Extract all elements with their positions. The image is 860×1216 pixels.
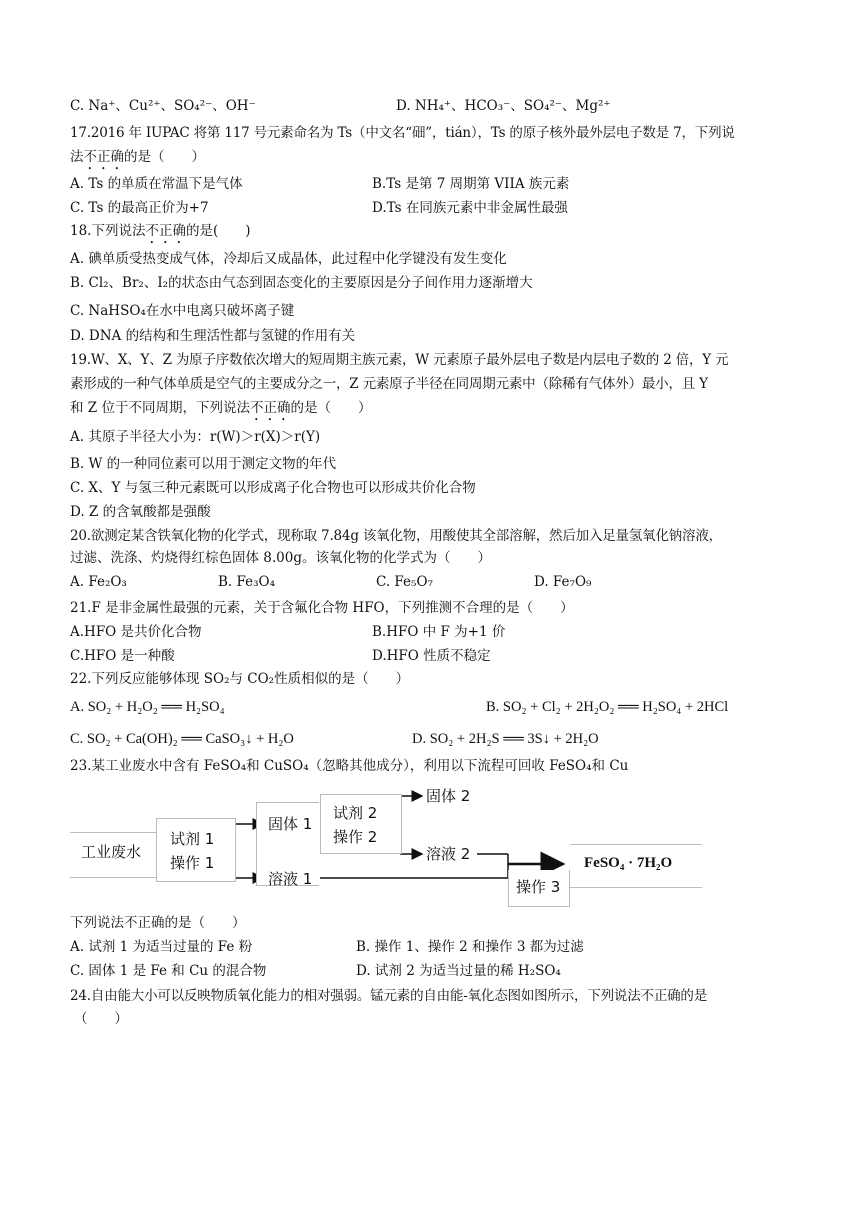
q17-option-b: B.Ts 是第 7 周期第 VIIA 族元素 xyxy=(372,176,570,192)
q23-option-a: A. 试剂 1 为适当过量的 Fe 粉 xyxy=(70,939,253,955)
q23-option-c: C. 固体 1 是 Fe 和 Cu 的混合物 xyxy=(70,963,267,979)
op1-label: 操作 1 xyxy=(170,854,215,872)
q18-stem: 18.下列说法不正确的是( ) xyxy=(70,223,251,239)
q18-option-a: A. 碘单质受热变成气体，冷却后又成晶体，此过程中化学键没有发生变化 xyxy=(70,251,507,267)
solution1-label: 溶液 1 xyxy=(268,870,313,888)
q24-stem-line2: （ ） xyxy=(74,1011,128,1027)
option-d: D. NH₄⁺、HCO₃⁻、SO₄²⁻、Mg²⁺ xyxy=(396,98,611,114)
q19-option-c: C. X、Y 与氢三种元素既可以形成离子化合物也可以形成共价化合物 xyxy=(70,480,476,496)
q21-option-a: A.HFO 是共价化合物 xyxy=(70,624,202,640)
q18-option-c: C. NaHSO₄在水中电离只破坏离子键 xyxy=(70,303,295,319)
q19-option-a: A. 其原子半径大小为：r(W)＞r(X)＞r(Y) xyxy=(70,429,321,445)
q22-option-a: A. SO₂ + H₂O₂ ══ H₂SO₄ xyxy=(70,699,225,715)
product-label: FeSO₄ · 7H₂O xyxy=(584,855,673,871)
step1-box xyxy=(156,818,236,882)
q21-option-b: B.HFO 中 F 为+1 价 xyxy=(372,624,506,640)
q23-prompt: 下列说法不正确的是（ ） xyxy=(70,915,246,931)
q19-stem-line2: 素形成的一种气体单质是空气的主要成分之一，Z 元素原子半径在同周期元素中（除稀有气体外）最小，且 Y xyxy=(70,376,708,392)
q19-stem-line1: 19.W、X、Y、Z 为原子序数依次增大的短周期主族元素，W 元素原子最外层电子数是内层电子数的 2 倍，Y 元 xyxy=(70,352,729,368)
q18-option-b: B. Cl₂、Br₂、I₂的状态由气态到固态变化的主要原因是分子间作用力逐渐增大 xyxy=(70,275,533,291)
q22-option-c: C. SO₂ + Ca(OH)₂ ══ CaSO₃↓ + H₂O xyxy=(70,731,294,747)
q17-option-a: A. Ts 的单质在常温下是气体 xyxy=(70,176,243,192)
q22-option-d: D. SO₂ + 2H₂S ══ 3S↓ + 2H₂O xyxy=(412,731,599,747)
solid2-label: 固体 2 xyxy=(426,787,471,805)
q21-option-d: D.HFO 性质不稳定 xyxy=(372,648,491,664)
q19-stem-line3: 和 Z 位于不同周期，下列说法不正确的是（ ） xyxy=(70,400,372,416)
q20-option-c: C. Fe₅O₇ xyxy=(376,574,433,590)
q17-stem-line2: 法不正确的是（ ） xyxy=(70,149,205,165)
q18-option-d: D. DNA 的结构和生理活性都与氢键的作用有关 xyxy=(70,328,356,344)
reagent1-label: 试剂 1 xyxy=(170,830,215,848)
q21-option-c: C.HFO 是一种酸 xyxy=(70,648,175,664)
q19-option-d: D. Z 的含氧酸都是强酸 xyxy=(70,504,211,520)
q21-stem: 21.F 是非金属性最强的元素，关于含氟化合物 HFO，下列推测不合理的是（ ） xyxy=(70,600,574,616)
q24-stem-line1: 24.自由能大小可以反映物质氧化能力的相对强弱。锰元素的自由能-氧化态图如图所示，下列说法不正确的是 xyxy=(70,988,708,1004)
q17-option-c: C. Ts 的最高正价为+7 xyxy=(70,200,209,216)
q17-option-d: D.Ts 在同族元素中非金属性最强 xyxy=(372,200,568,216)
op3-label: 操作 3 xyxy=(516,878,561,896)
solid1-label: 固体 1 xyxy=(268,815,313,833)
q20-stem-line2: 过滤、洗涤、灼烧得红棕色固体 8.00g。该氧化物的化学式为（ ） xyxy=(70,550,491,566)
solution2-label: 溶液 2 xyxy=(426,845,471,863)
q23-option-b: B. 操作 1、操作 2 和操作 3 都为过滤 xyxy=(356,939,584,955)
q20-option-d: D. Fe₇O₉ xyxy=(534,574,592,590)
process-flow-diagram xyxy=(70,780,790,910)
q20-option-b: B. Fe₃O₄ xyxy=(218,574,276,590)
q20-stem-line1: 20.欲测定某含铁氧化物的化学式，现称取 7.84g 该氧化物，用酸使其全部溶解，然后加入足量氢氧化钠溶液， xyxy=(70,528,722,544)
reagent2-label: 试剂 2 xyxy=(333,804,378,822)
q20-option-a: A. Fe₂O₃ xyxy=(70,574,127,590)
waste-label: 工业废水 xyxy=(81,843,142,861)
q19-option-b: B. W 的一种同位素可以用于测定文物的年代 xyxy=(70,456,337,472)
q23-option-d: D. 试剂 2 为适当过量的稀 H₂SO₄ xyxy=(356,963,561,979)
q22-option-b: B. SO₂ + Cl₂ + 2H₂O₂ ══ H₂SO₄ + 2HCl xyxy=(486,699,729,715)
op2-label: 操作 2 xyxy=(333,828,378,846)
q17-stem-line1: 17.2016 年 IUPAC 将第 117 号元素命名为 Ts（中文名“鿬”，tián），Ts 的原子核外最外层电子数是 7，下列说 xyxy=(70,125,735,141)
q22-stem: 22.下列反应能够体现 SO₂与 CO₂性质相似的是（ ） xyxy=(70,671,410,687)
option-c: C. Na⁺、Cu²⁺、SO₄²⁻、OH⁻ xyxy=(70,98,256,114)
q23-stem: 23.某工业废水中含有 FeSO₄和 CuSO₄（忽略其他成分），利用以下流程可回收 FeSO₄和 Cu xyxy=(70,758,629,774)
